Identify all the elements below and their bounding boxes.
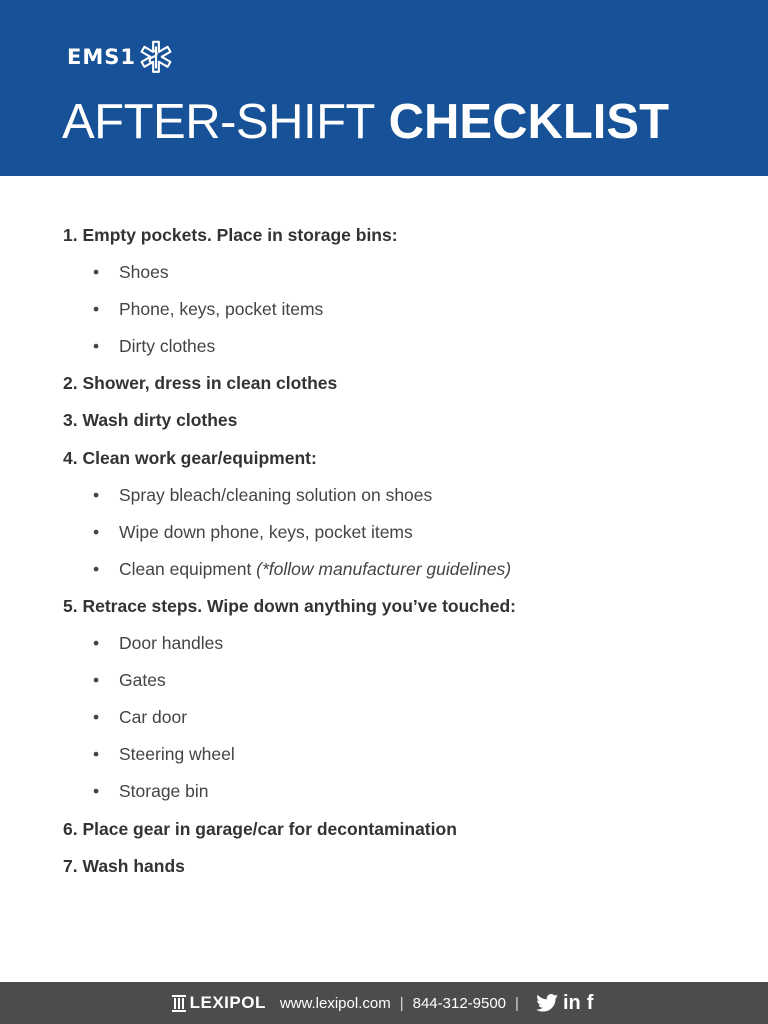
list-item-text: Steering wheel bbox=[119, 744, 235, 765]
step-1: 1. Empty pockets. Place in storage bins: bbox=[63, 225, 398, 245]
bullet-icon: • bbox=[93, 521, 100, 542]
lexipol-logo bbox=[172, 993, 266, 1013]
step-5: 5. Retrace steps. Wipe down anything you’ve touched: bbox=[63, 595, 516, 616]
footer-bar bbox=[0, 982, 768, 1024]
website-link[interactable]: www.lexipol.com bbox=[279, 994, 391, 1012]
guideline-note: (*follow manufacturer guidelines) bbox=[256, 558, 512, 579]
list-item-text: Storage bin bbox=[119, 781, 209, 802]
bullet-icon: • bbox=[93, 633, 100, 654]
list-item-text: Phone, keys, pocket items bbox=[119, 299, 324, 320]
bullet-icon: • bbox=[93, 299, 100, 320]
separator: | bbox=[399, 994, 404, 1012]
title-bold: CHECKLIST bbox=[388, 95, 669, 149]
list-item-text: Door handles bbox=[119, 633, 224, 654]
bullet-icon: • bbox=[93, 781, 100, 802]
title-light: AFTER-SHIFT bbox=[62, 95, 375, 149]
list-item bbox=[63, 254, 743, 291]
list-item-text: Wipe down phone, keys, pocket items bbox=[119, 521, 413, 542]
list-item-text: Dirty clothes bbox=[119, 336, 216, 357]
list-item bbox=[63, 514, 743, 551]
linkedin-icon[interactable]: in bbox=[562, 991, 581, 1014]
star-of-life-icon bbox=[137, 38, 175, 76]
bullet-icon: • bbox=[93, 336, 100, 357]
step-6: 6. Place gear in garage/car for decontamination bbox=[63, 818, 457, 839]
header-band bbox=[0, 0, 768, 176]
list-item bbox=[63, 551, 743, 588]
checklist bbox=[63, 217, 743, 885]
phone-number[interactable]: 844-312-9500 bbox=[412, 994, 507, 1012]
list-item bbox=[63, 291, 743, 328]
list-item bbox=[63, 699, 743, 736]
bullet-icon: • bbox=[93, 558, 100, 579]
separator: | bbox=[515, 994, 519, 1012]
bullet-icon: • bbox=[93, 707, 100, 728]
list-item bbox=[63, 328, 743, 365]
step-2: 2. Shower, dress in clean clothes bbox=[63, 373, 338, 394]
list-item bbox=[63, 477, 743, 514]
list-item bbox=[63, 773, 743, 810]
ems1-logo bbox=[67, 38, 175, 76]
list-item-text: Gates bbox=[119, 670, 166, 691]
facebook-icon[interactable]: f bbox=[586, 991, 594, 1014]
list-item-text: Clean equipment bbox=[119, 558, 257, 579]
list-item bbox=[63, 662, 743, 699]
lexipol-pillar-icon bbox=[172, 994, 186, 1012]
social-links bbox=[534, 992, 596, 1015]
list-item-text: Spray bleach/cleaning solution on shoes bbox=[119, 484, 433, 505]
logo-text: EMS1 bbox=[67, 45, 136, 69]
page-title bbox=[62, 92, 669, 152]
brand-text: LEXIPOL bbox=[189, 993, 266, 1012]
step-4: 4. Clean work gear/equipment: bbox=[63, 447, 317, 468]
bullet-icon: • bbox=[93, 744, 100, 765]
bullet-icon: • bbox=[93, 484, 100, 505]
step-7: 7. Wash hands bbox=[63, 855, 185, 876]
list-item-text: Car door bbox=[119, 707, 188, 728]
list-item-text: Shoes bbox=[119, 262, 169, 283]
twitter-icon[interactable] bbox=[536, 994, 558, 1012]
list-item bbox=[63, 736, 743, 773]
step-3: 3. Wash dirty clothes bbox=[63, 410, 238, 431]
bullet-icon: • bbox=[93, 262, 100, 283]
bullet-icon: • bbox=[93, 670, 100, 691]
list-item bbox=[63, 625, 743, 662]
